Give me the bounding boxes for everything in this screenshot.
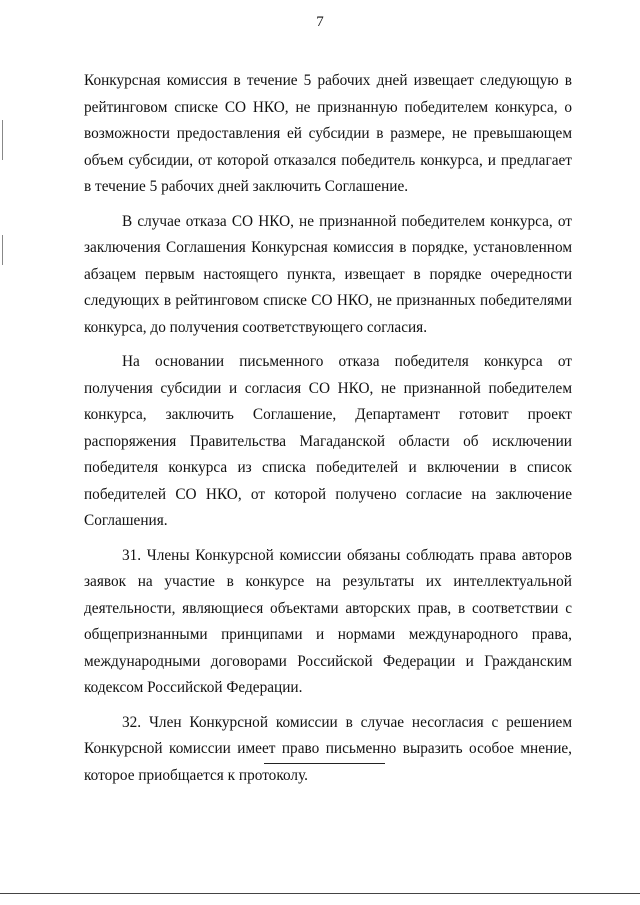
scan-bottom-edge <box>0 893 640 894</box>
document-body <box>84 68 572 797</box>
end-of-text-rule <box>264 763 385 764</box>
paragraph-continuation: Конкурсная комиссия в течение 5 рабочих дней извещает следующую в рейтинговом списке СО НКО, не признанную победителем конкурса, о возможности предоставления ей субсидии в размере, не превышающем объем субсидии, от которой отказался победитель конкурса, и предлагает в течение 5 рабочих дней заключить Соглашение. <box>84 72 572 195</box>
scan-edge-mark <box>2 120 3 160</box>
scan-edge-mark <box>2 235 3 265</box>
paragraph-written-refusal: На основании письменного отказа победителя конкурса от получения субсидии и согласия СО НКО, не признанной победителем конкурса, заключить Соглашение, Департамент готовит проект распоряжения Правительства Магаданской области об исключении победителя конкурса из списка победителей и включении в список победителей СО НКО, от которой получено согласие на заключение Соглашения. <box>84 353 572 529</box>
page-number: 7 <box>316 14 324 30</box>
paragraph-refusal-case: В случае отказа СО НКО, не признанной победителем конкурса, от заключения Соглашения Конкурсная комиссия в порядке, установленном абзацем первым настоящего пункта, извещает в порядке очередности следующих в рейтинговом списке СО НКО, не признанных победителями конкурса, до получения соответствующего согласия. <box>84 212 572 336</box>
paragraph-item-31: 31. Члены Конкурсной комиссии обязаны соблюдать права авторов заявок на участие в конкурсе на результаты их интеллектуальной деятельности, являющиеся объектами авторских прав, в соответствии с общепризнанными принципами и нормами международного права, международными договорами Российской Федерации и Гражданским кодексом Российской Федерации. <box>84 546 572 696</box>
paragraph-item-32: 32. Член Конкурсной комиссии в случае несогласия с решением Конкурсной комиссии имеет право письменно выразить особое мнение, которое приобщается к протоколу. <box>84 713 572 784</box>
